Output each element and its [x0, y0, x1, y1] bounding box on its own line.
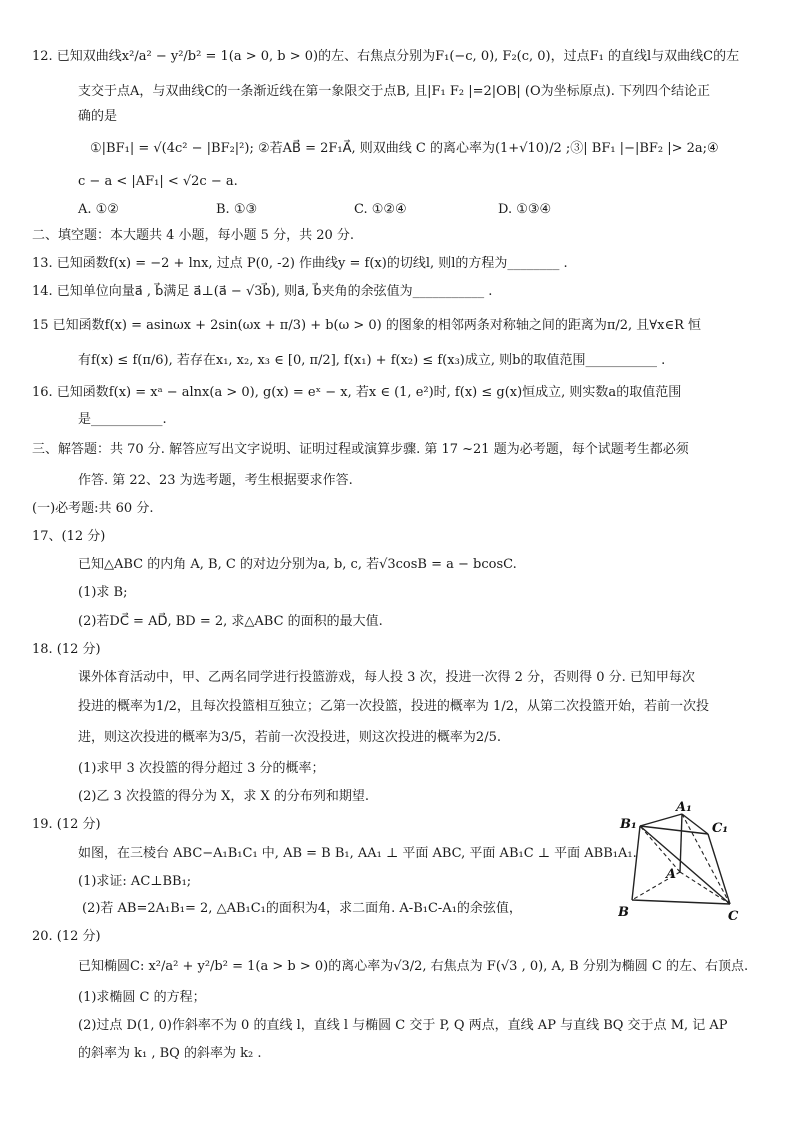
edge-A-A1	[680, 814, 682, 872]
frustum-figure	[618, 800, 742, 922]
text-line: 如图，在三棱台 ABC−A₁B₁C₁ 中, AB = B B₁, AA₁ ⊥ 平面 ABC, 平面 AB₁C ⊥ 平面 ABB₁A₁.	[78, 846, 637, 861]
edge-B-B1	[632, 826, 640, 900]
text-line: (2)过点 D(1, 0)作斜率不为 0 的直线 l，直线 l 与椭圆 C 交于 P, Q 两点，直线 AP 与直线 BQ 交于点 M, 记 AP	[78, 1018, 728, 1033]
text-line: 15 已知函数f(x) = asinωx + 2sin(ωx + π/3) + b(ω > 0) 的图象的相邻两条对称轴之间的距离为π/2, 且∀x∈R 恒	[32, 318, 702, 333]
label-A: A	[666, 867, 677, 882]
label-C: C	[728, 909, 739, 922]
edge-B1-A1	[640, 814, 682, 826]
text-line: 的斜率为 k₁ , BQ 的斜率为 k₂ .	[78, 1046, 262, 1061]
text-line: (1)求证: AC⊥BB₁;	[78, 874, 192, 889]
text-line: 课外体育活动中，甲、乙两名同学进行投篮游戏，每人投 3 次，投进一次得 2 分，否则得 0 分. 已知甲每次	[78, 670, 695, 685]
text-line: 20. (12 分)	[32, 929, 101, 944]
edge-C-C1	[708, 834, 730, 904]
text-line: 投进的概率为1/2，且每次投篮相互独立；乙第一次投篮，投进的概率为 1/2，从第二次投篮开始，若前一次投	[78, 699, 709, 714]
text-line: A. ①②	[78, 202, 119, 217]
text-line: (2)若 AB=2A₁B₁= 2, △AB₁C₁的面积为4，求二面角. A-B₁C-A₁的余弦值，	[82, 901, 522, 916]
edge-B1-C1	[640, 826, 708, 834]
label-B: B	[618, 905, 629, 920]
text-line: B. ①③	[216, 202, 258, 217]
text-line: C. ①②④	[354, 202, 407, 217]
text-line: (1)求椭圆 C 的方程；	[78, 990, 206, 1005]
text-line: 17、(12 分)	[32, 529, 106, 544]
text-line: 13. 已知函数f(x) = −2 + lnx, 过点 P(0, -2) 作曲线y = f(x)的切线l, 则l的方程为________ .	[32, 256, 568, 271]
text-line: 确的是	[78, 109, 118, 124]
text-line: 作答. 第 22、23 为选考题，考生根据要求作答.	[78, 473, 353, 488]
text-line: 16. 已知函数f(x) = xᵃ − alnx(a > 0), g(x) = eˣ − x, 若x ∈ (1, e²)时, f(x) ≤ g(x)恒成立, 则实数a的取值范围	[32, 385, 682, 400]
text-line: 14. 已知单位向量a⃗ , b⃗满足 a⃗⊥(a⃗ − √3b⃗), 则a⃗, b⃗夹角的余弦值为___________ .	[32, 284, 493, 299]
edge-B-C	[632, 900, 730, 904]
text-line: D. ①③④	[498, 202, 552, 217]
text-line: 已知△ABC 的内角 A, B, C 的对边分别为a, b, c, 若√3cosB = a − bcosC.	[78, 557, 517, 572]
text-line: 二、填空题：本大题共 4 小题，每小题 5 分，共 20 分.	[32, 228, 355, 243]
edge-A-C	[680, 872, 730, 904]
text-line: (1)求 B;	[78, 585, 128, 600]
text-line: 19. (12 分)	[32, 817, 101, 832]
edge-B1-C	[640, 826, 730, 904]
text-line: 是___________.	[78, 412, 167, 427]
text-line: 三、解答题：共 70 分. 解答应写出文字说明、证明过程或演算步骤. 第 17 ~21 题为必考题，每个试题考生都必须	[32, 442, 689, 457]
text-line: ①|BF₁| = √(4c² − |BF₂|²); ②若AB⃗ = 2F₁A⃗, 则双曲线 C 的离心率为(1+√10)/2 ;③| BF₁ |−|BF₂ |> 2a;④	[90, 141, 719, 156]
label-C1: C₁	[712, 821, 729, 836]
text-line: 已知椭圆C: x²/a² + y²/b² = 1(a > b > 0)的离心率为√3/2, 右焦点为 F(√3 , 0), A, B 分别为椭圆 C 的左、右顶点.	[78, 959, 749, 974]
text-line: c − a < |AF₁| < √2c − a.	[78, 174, 238, 189]
text-line: 进，则这次投进的概率为3/5，若前一次没投进，则这次投进的概率为2/5.	[78, 730, 501, 745]
text-line: 支交于点A，与双曲线C的一条渐近线在第一象限交于点B, 且|F₁ F₂ |=2|OB| (O为坐标原点). 下列四个结论正	[78, 84, 710, 99]
label-B1: B₁	[620, 817, 637, 832]
text-line: (2)乙 3 次投篮的得分为 X，求 X 的分布列和期望.	[78, 789, 369, 804]
text-line: (2)若DC⃗ = AD⃗, BD = 2, 求△ABC 的面积的最大值.	[78, 614, 383, 629]
text-line: (1)求甲 3 次投篮的得分超过 3 分的概率；	[78, 761, 325, 776]
text-line: 有f(x) ≤ f(π/6), 若存在x₁, x₂, x₃ ∈ [0, π/2], f(x₁) + f(x₂) ≤ f(x₃)成立, 则b的取值范围___________ .	[78, 353, 666, 368]
edge-A-B1	[640, 826, 680, 872]
text-line: 18. (12 分)	[32, 642, 101, 657]
label-A1: A₁	[676, 800, 692, 815]
text-line: 12. 已知双曲线x²/a² − y²/b² = 1(a > 0, b > 0)的左、右焦点分别为F₁(−c, 0), F₂(c, 0)，过点F₁ 的直线l与双曲线C的左	[32, 49, 740, 64]
text-line: (一)必考题:共 60 分.	[32, 501, 154, 516]
